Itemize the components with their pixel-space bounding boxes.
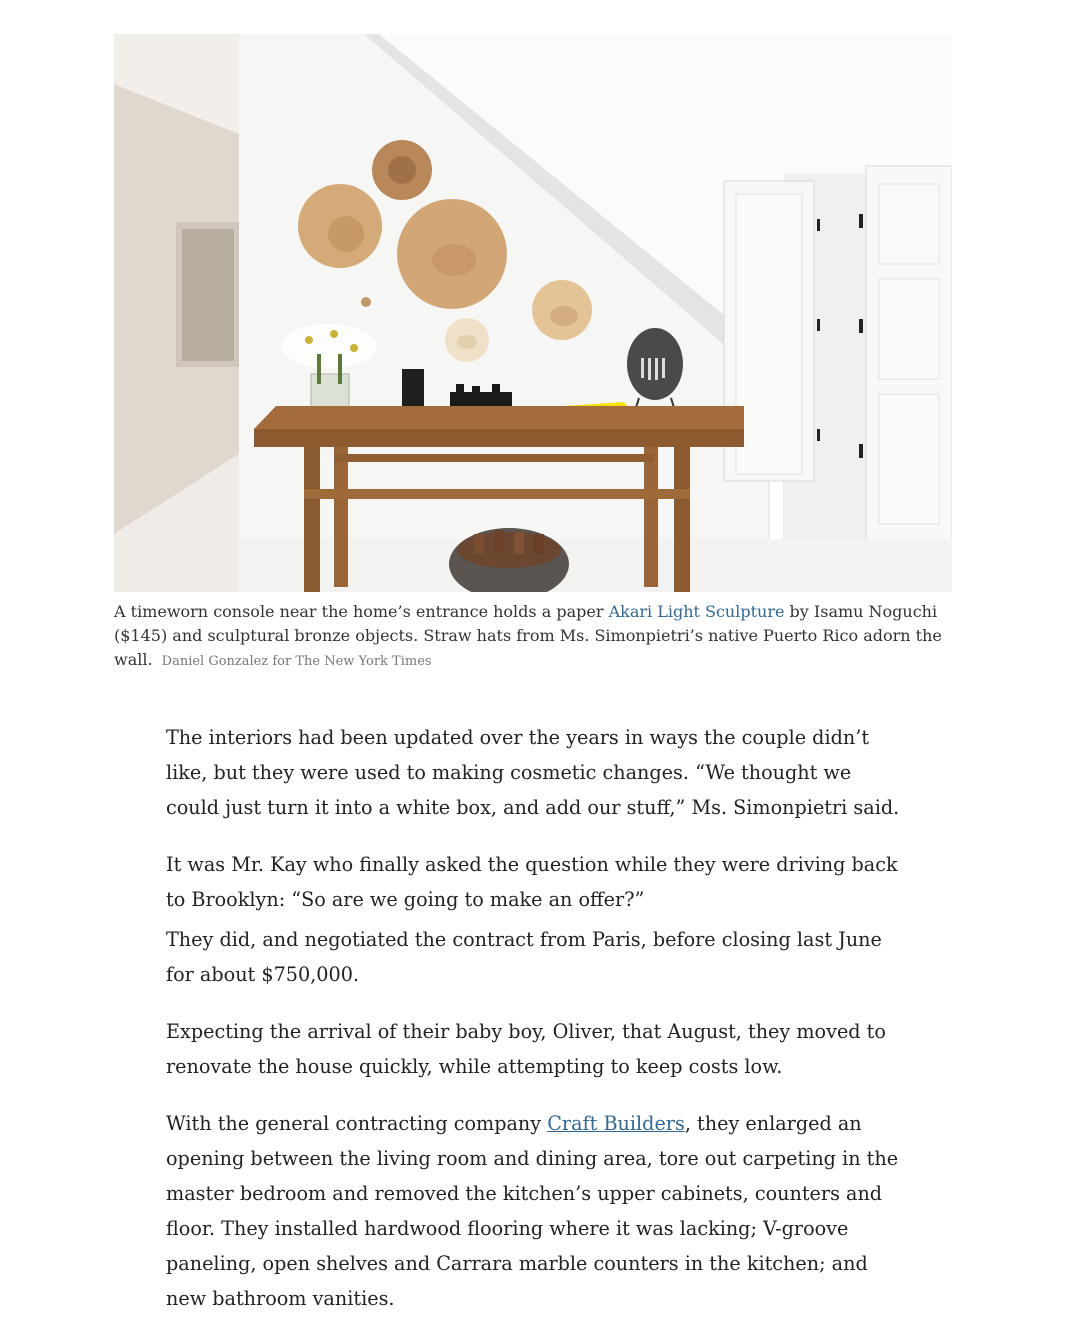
akari-light-sculpture-link[interactable]: Akari Light Sculpture (608, 602, 785, 621)
article-photo (114, 34, 952, 592)
craft-builders-link[interactable]: Craft Builders (547, 1112, 685, 1135)
paragraph-4: Expecting the arrival of their baby boy, Oliver, that August, they moved to renovate the house quickly, while attempting to keep costs low. (166, 1020, 886, 1078)
paragraph-5 (166, 1106, 906, 1316)
paragraph-2: It was Mr. Kay who finally asked the question while they were driving back to Brooklyn: “So are we going to make an offer?” (166, 853, 898, 911)
photo-credit: Daniel Gonzalez for The New York Times (161, 654, 432, 669)
photo-caption (114, 600, 952, 674)
caption-text-1: A timeworn console near the home’s entrance holds a paper (114, 602, 609, 621)
paragraph-5-text-1: With the general contracting company (166, 1112, 548, 1135)
paragraph-5-text-2: , they enlarged an opening between the living room and dining area, tore out carpeting in the master bedroom and removed the kitchen’s upper cabinets, counters and floor. They installed hardwood flooring where it was lacking; V-groove paneling, open shelves and Carrara marble counters in the kitchen; and new bathroom vanities. (166, 1112, 899, 1310)
paragraph-1: The interiors had been updated over the years in ways the couple didn’t like, but they were used to making cosmetic changes. “We thought we could just turn it into a white box, and add our stuff,” Ms. Simonpietri said. (166, 726, 900, 819)
caption-text-2: by Isamu Noguchi ($145) and sculptural bronze objects. Straw hats from Ms. Simonpietri’s native Puerto Rico adorn the wall. (114, 602, 942, 669)
paragraph-3: They did, and negotiated the contract from Paris, before closing last June for about $750,000. (166, 928, 882, 986)
article-body (166, 720, 906, 1316)
